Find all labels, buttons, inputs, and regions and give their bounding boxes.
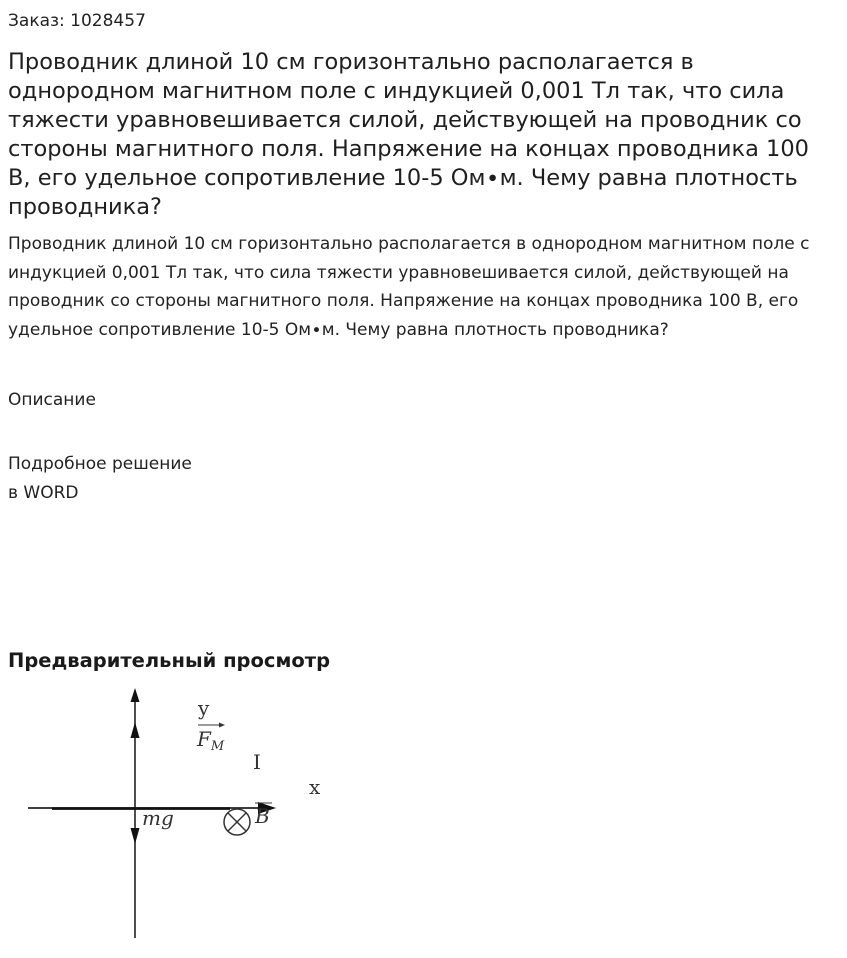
force-arrow-head xyxy=(131,722,140,738)
problem-title: Проводник длиной 10 см горизонтально располагается в однородном магнитном поле с индукцией 0,001 Тл так, что сила тяжести уравновешивается силой, действующей на проводник со стороны магнитного поля. Напряжение на концах проводника 100 В, его удельное сопротивление 10-5 Ом∙м. Чему равна плотность проводника? xyxy=(8,49,809,220)
gravity-label: mg xyxy=(142,806,174,830)
force-symbol: F xyxy=(197,727,211,751)
solution-line-1: Подробное решение xyxy=(8,454,192,474)
description-label: Описание xyxy=(8,390,96,410)
current-into-page-icon xyxy=(224,809,250,835)
problem-text: Проводник длиной 10 см горизонтально располагается в однородном магнитном поле с индукцией 0,001 Тл так, что сила тяжести уравновешивается силой, действующей на проводник со стороны магнитного поля. Напряжение на концах проводника 100 В, его удельное сопротивление 10-5 Ом∙м. Чему равна плотность проводника? xyxy=(8,234,810,340)
preview-heading: Предварительный просмотр xyxy=(8,649,331,672)
solution-line-2: в WORD xyxy=(8,483,79,503)
order-number: Заказ: 1028457 xyxy=(8,11,146,31)
y-axis-label: y xyxy=(198,696,210,720)
force-subscript: M xyxy=(210,739,225,754)
field-label: B xyxy=(255,804,270,828)
y-axis-arrow xyxy=(131,688,140,702)
preview-figure xyxy=(0,680,847,958)
force-vector-bar-arrow xyxy=(219,723,225,728)
force-label-group xyxy=(196,723,225,755)
gravity-arrow-head xyxy=(131,828,140,844)
current-label: I xyxy=(253,750,261,774)
solution-description xyxy=(8,450,192,508)
x-axis-label: x xyxy=(309,775,321,799)
field-label-group xyxy=(254,803,272,828)
force-label xyxy=(196,727,225,754)
